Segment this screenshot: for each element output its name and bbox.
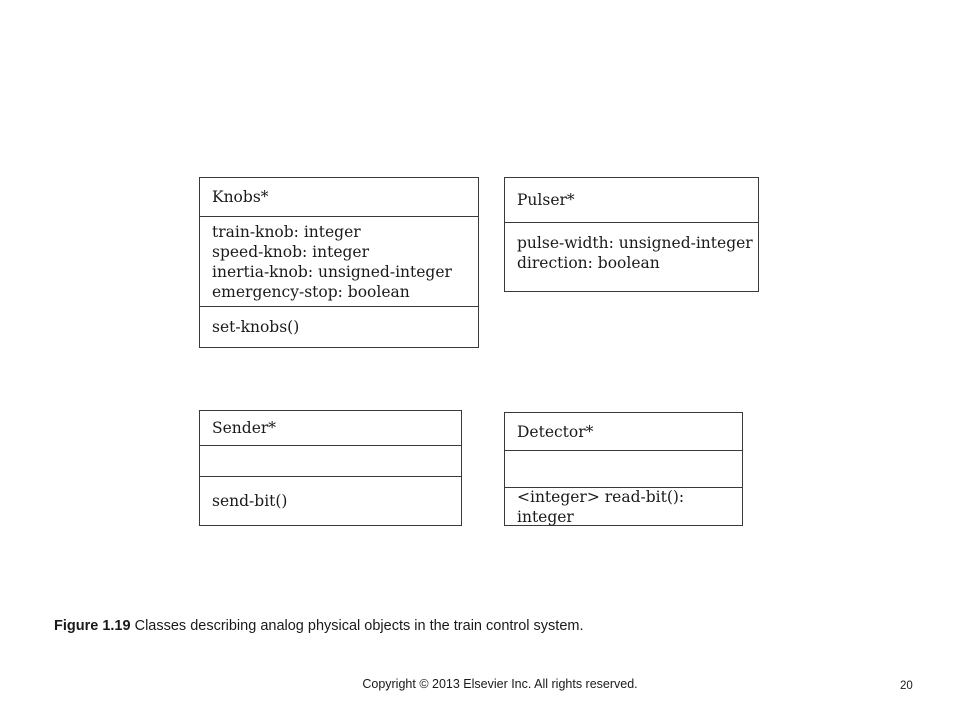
operations-section (200, 307, 478, 347)
attributes-section-empty (505, 451, 742, 488)
attributes-section-empty (200, 446, 461, 477)
class-box-sender (199, 410, 462, 526)
class-name-knobs: Knobs* (212, 188, 269, 206)
class-box-detector (504, 412, 743, 526)
class-box-knobs (199, 177, 479, 348)
attribute-inertia-knob: inertia-knob: unsigned-integer (212, 263, 452, 281)
figure-caption-text: Classes describing analog physical objects in the train control system. (134, 618, 584, 634)
class-name-section (505, 413, 742, 451)
operation-set-knobs: set-knobs() (212, 318, 300, 336)
class-name-detector: Detector* (517, 422, 594, 441)
class-name-section (200, 411, 461, 446)
attributes-section (200, 217, 478, 307)
class-name-section (505, 178, 758, 223)
operations-section (505, 488, 742, 525)
figure-label: Figure 1.19 (54, 618, 131, 634)
attribute-train-knob: train-knob: integer (212, 223, 361, 241)
figure-caption (54, 618, 914, 634)
attribute-speed-knob: speed-knob: integer (212, 243, 370, 261)
attribute-emergency-stop: emergency-stop: boolean (212, 283, 410, 301)
attributes-section (505, 223, 758, 291)
copyright-notice: Copyright © 2013 Elsevier Inc. All rights reserved. (362, 677, 638, 691)
operations-section (200, 477, 461, 525)
class-name-sender: Sender* (212, 419, 277, 437)
class-name-pulser: Pulser* (517, 191, 575, 209)
class-box-pulser (504, 177, 759, 292)
page-number: 20 (900, 680, 913, 692)
class-name-section (200, 178, 478, 217)
operation-send-bit: send-bit() (212, 492, 288, 510)
operation-read-bit: <integer> read-bit(): integer (517, 487, 685, 526)
attribute-pulse-width: pulse-width: unsigned-integer (517, 234, 753, 252)
attribute-direction: direction: boolean (517, 254, 660, 272)
